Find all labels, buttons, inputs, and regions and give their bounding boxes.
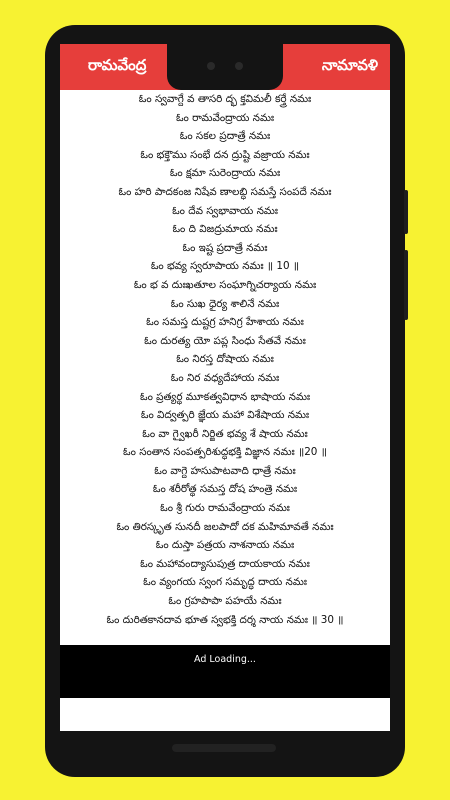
- list-item: ఓం నిరస్త దోషాయ నమః: [176, 353, 274, 366]
- namavali-list[interactable]: [60, 90, 390, 629]
- list-item: ఓం ది విజద్రుమాయ నమః: [172, 223, 278, 236]
- list-item: ఓం విద్వత్పరి జ్ఞేయ మహా విశేషాయ నమః: [140, 409, 310, 422]
- list-item: ఓం సమస్త దుష్టగ్ర హనిగ్ర హేశాయ నమః: [146, 316, 304, 329]
- front-camera-icon: [207, 62, 215, 70]
- list-item: ఓం రామవేంద్రాయ నమః: [175, 111, 275, 124]
- list-item: ఓం గ్రహపాపా పహయే నమః: [168, 595, 282, 608]
- list-item: ఓం వ్యంగయ స్వంగ సమృద్ధ దాయ నమః: [143, 576, 307, 589]
- list-item: ఓం స్వవాగ్దే వ తాసరి ద్భ క్తవిమలీ కర్త్రే నమః: [138, 93, 312, 105]
- list-item: ఓం భవ్య స్వరూపాయ నమః ॥ 10 ॥: [150, 260, 300, 273]
- list-item: ఓం ప్రత్యర్థ మూకత్వవిధాన భాషాయ నమః: [139, 390, 311, 403]
- list-item: ఓం వా గ్వైఖరీ నిర్జిత భవ్య శే షాయ నమః: [142, 427, 308, 440]
- list-item: ఓం సకల ప్రదాత్రే నమః: [179, 130, 271, 143]
- app-screen: [60, 44, 390, 731]
- list-item: ఓం ఇష్ట ప్రదాత్రే నమః: [182, 241, 268, 254]
- list-item: ఓం వాగ్దె హసుపాటవాది ధాత్రే నమః: [154, 464, 296, 477]
- ad-loading-text: Ad Loading...: [194, 654, 256, 665]
- power-button: [404, 190, 408, 234]
- list-item: ఓం హరి పాదకంజ నిషేవ ణాలబ్ధి సమస్తే సంపదే నమః: [118, 185, 332, 198]
- bottom-speaker: [172, 744, 276, 752]
- list-item: ఓం శ్రీ గురు రామవేంద్రాయ నమః: [160, 502, 290, 515]
- list-item: ఓం సంతాన సంపత్పరిశుద్ధభక్తి విజ్ఞాన నమః ॥20 ॥: [123, 446, 327, 459]
- list-item: ఓం సుఖ ధైర్య శాలినే నమః: [170, 297, 280, 310]
- camera-notch: [167, 44, 283, 90]
- header-title-right: నామావళి: [321, 56, 378, 74]
- ad-banner[interactable]: [60, 645, 390, 698]
- header-title-left: రామవేంద్ర: [88, 56, 147, 74]
- list-item: ఓం శరీరోత్థ సమస్త దోష హంత్రె నమః: [152, 483, 298, 496]
- volume-button: [404, 250, 408, 320]
- list-item: ఓం దురత్య యో పప్ల సింధు సేతవే నమః: [144, 334, 306, 347]
- list-item: ఓం దుస్తా పత్రయ నాశనాయ నమః: [155, 539, 295, 552]
- list-item: ఓం తిరస్కృత సునదీ జలపాదో దక మహిమావతే నమః: [116, 520, 334, 533]
- screen-bottom-area: [60, 698, 390, 731]
- list-item: ఓం క్షమా సురెంద్రాయ నమః: [169, 167, 281, 180]
- list-item: ఓం మహావంద్యాసుపుత్ర దాయకాయ నమః: [140, 557, 310, 570]
- list-item: ఓం భక్తౌము సంభే దన ద్రుష్టి వజ్రాయ నమః: [140, 148, 310, 161]
- list-item: ఓం నిర వధ్యదేహాయ నమః: [170, 371, 280, 384]
- list-item: ఓం దేవ స్వభావాయ నమః: [172, 204, 278, 217]
- list-item: ఓం దురితకానదావ భూత స్వభక్తి దర్శ నాయ నమః ॥ 30 ॥: [106, 613, 344, 626]
- list-item: ఓం భ వ దుఃఖతూల సంఘాగ్నిచర్యాయ నమః: [133, 278, 317, 291]
- sensor-icon: [235, 62, 243, 70]
